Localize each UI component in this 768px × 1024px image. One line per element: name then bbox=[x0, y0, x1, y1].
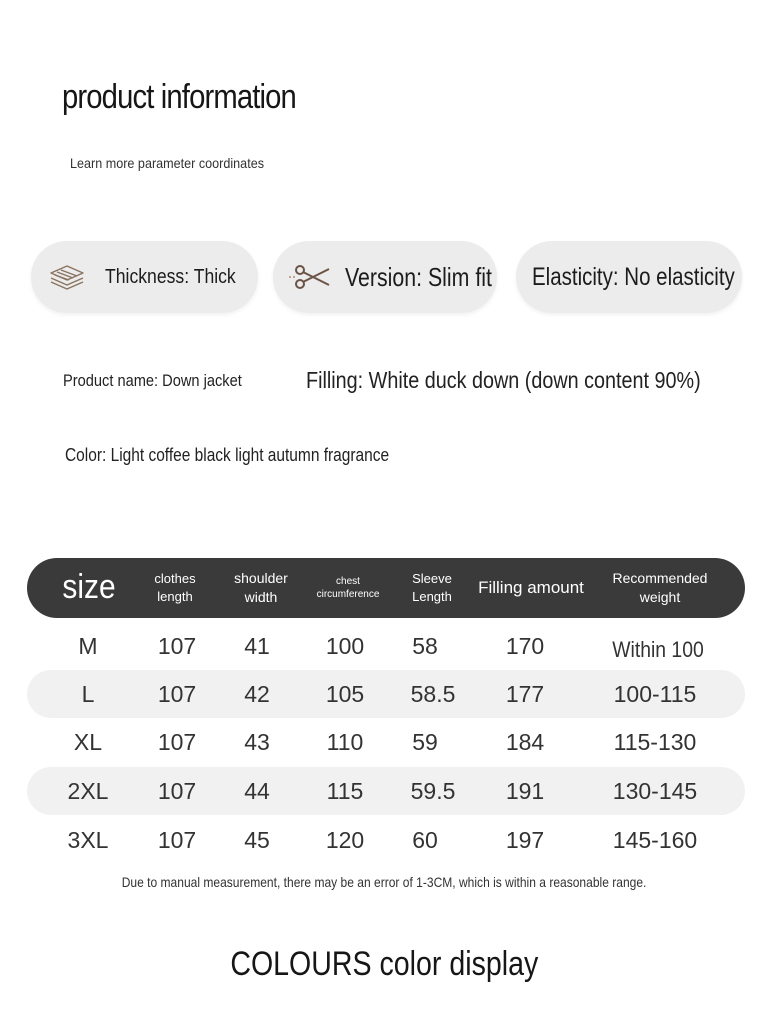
header-sleeve-line1: Sleeve bbox=[412, 571, 452, 587]
sleeve-cell: 60 bbox=[412, 826, 438, 853]
header-chest-line1: chest bbox=[336, 575, 360, 587]
attribute-pill-thickness bbox=[31, 241, 258, 313]
size-cell: M bbox=[78, 632, 98, 659]
colours-heading-text: COLOURS color display bbox=[230, 945, 538, 983]
filling-cell: 184 bbox=[505, 728, 545, 755]
shoulder-width-cell: 41 bbox=[244, 632, 270, 659]
clothes-length-cell: 107 bbox=[157, 826, 197, 853]
attribute-pill-version bbox=[273, 241, 497, 313]
weight-cell: 145-160 bbox=[612, 826, 698, 853]
table-row bbox=[27, 718, 745, 766]
product-color: Color: Light coffee black light autumn fragrance bbox=[65, 445, 390, 465]
size-cell: XL bbox=[73, 728, 103, 755]
chest-cell: 100 bbox=[325, 632, 365, 659]
scissors-icon bbox=[289, 261, 333, 293]
table-row bbox=[27, 622, 745, 670]
product-name: Product name: Down jacket bbox=[63, 371, 242, 390]
header-sleeve-length bbox=[395, 558, 469, 618]
layers-icon bbox=[47, 264, 87, 290]
attribute-elasticity-label: Elasticity: No elasticity bbox=[532, 262, 735, 291]
chest-cell: 120 bbox=[325, 826, 365, 853]
table-row bbox=[27, 670, 745, 718]
shoulder-width-cell: 44 bbox=[244, 777, 270, 804]
filling-cell: 170 bbox=[505, 632, 545, 659]
shoulder-width-cell: 45 bbox=[244, 826, 270, 853]
attribute-thickness-label: Thickness: Thick bbox=[105, 265, 236, 288]
header-clothes-length bbox=[137, 558, 213, 618]
shoulder-width-cell: 43 bbox=[244, 728, 270, 755]
sleeve-cell: 59 bbox=[412, 728, 438, 755]
header-sleeve-line2: Length bbox=[412, 589, 452, 604]
size-cell: 2XL bbox=[67, 777, 109, 804]
header-shoulder-width-line1: shoulder bbox=[234, 570, 288, 587]
chest-cell: 115 bbox=[326, 777, 364, 804]
size-cell: 3XL bbox=[67, 826, 109, 853]
attribute-pill-elasticity bbox=[516, 241, 742, 313]
table-row bbox=[27, 767, 745, 815]
weight-cell: 115-130 bbox=[613, 728, 697, 755]
size-cell: L bbox=[81, 680, 95, 707]
colours-heading bbox=[0, 945, 768, 984]
header-chest-line2: circumference bbox=[316, 589, 380, 600]
attribute-version-label: Version: Slim fit bbox=[345, 261, 492, 292]
chest-cell: 105 bbox=[325, 680, 365, 707]
filling-cell: 191 bbox=[505, 777, 545, 804]
page-subtitle: Learn more parameter coordinates bbox=[70, 155, 265, 171]
weight-cell: 100-115 bbox=[613, 680, 697, 707]
sleeve-cell: 58.5 bbox=[410, 680, 456, 707]
header-clothes-length-line2: length bbox=[157, 589, 193, 604]
clothes-length-cell: 107 bbox=[157, 632, 197, 659]
sleeve-cell: 58 bbox=[412, 632, 438, 659]
measurement-note bbox=[0, 874, 768, 890]
clothes-length-cell: 107 bbox=[157, 777, 197, 804]
header-size: size bbox=[62, 568, 116, 607]
clothes-length-cell: 107 bbox=[157, 728, 197, 755]
header-recommended-weight: Recommended weight bbox=[612, 570, 708, 605]
shoulder-width-cell: 42 bbox=[244, 680, 270, 707]
filling-cell: 177 bbox=[505, 680, 545, 707]
product-filling: Filling: White duck down (down content 90%) bbox=[306, 367, 701, 393]
header-filling-amount: Filling amount bbox=[478, 577, 584, 597]
header-shoulder-width-line2: width bbox=[244, 589, 278, 605]
filling-cell: 197 bbox=[505, 826, 545, 853]
chest-cell: 110 bbox=[326, 728, 364, 755]
size-table-header bbox=[27, 558, 745, 618]
clothes-length-cell: 107 bbox=[157, 680, 197, 707]
header-chest-circumference bbox=[305, 558, 391, 618]
weight-cell: 130-145 bbox=[612, 777, 698, 804]
measurement-note-text: Due to manual measurement, there may be an error of 1-3CM, which is within a reasonable range. bbox=[121, 874, 647, 890]
page-title: product information bbox=[62, 78, 296, 116]
weight-cell: Within 100 bbox=[612, 637, 704, 662]
sleeve-cell: 59.5 bbox=[410, 777, 456, 804]
header-clothes-length-line1: clothes bbox=[154, 571, 196, 587]
table-row bbox=[27, 816, 745, 864]
header-shoulder-width bbox=[221, 558, 301, 618]
